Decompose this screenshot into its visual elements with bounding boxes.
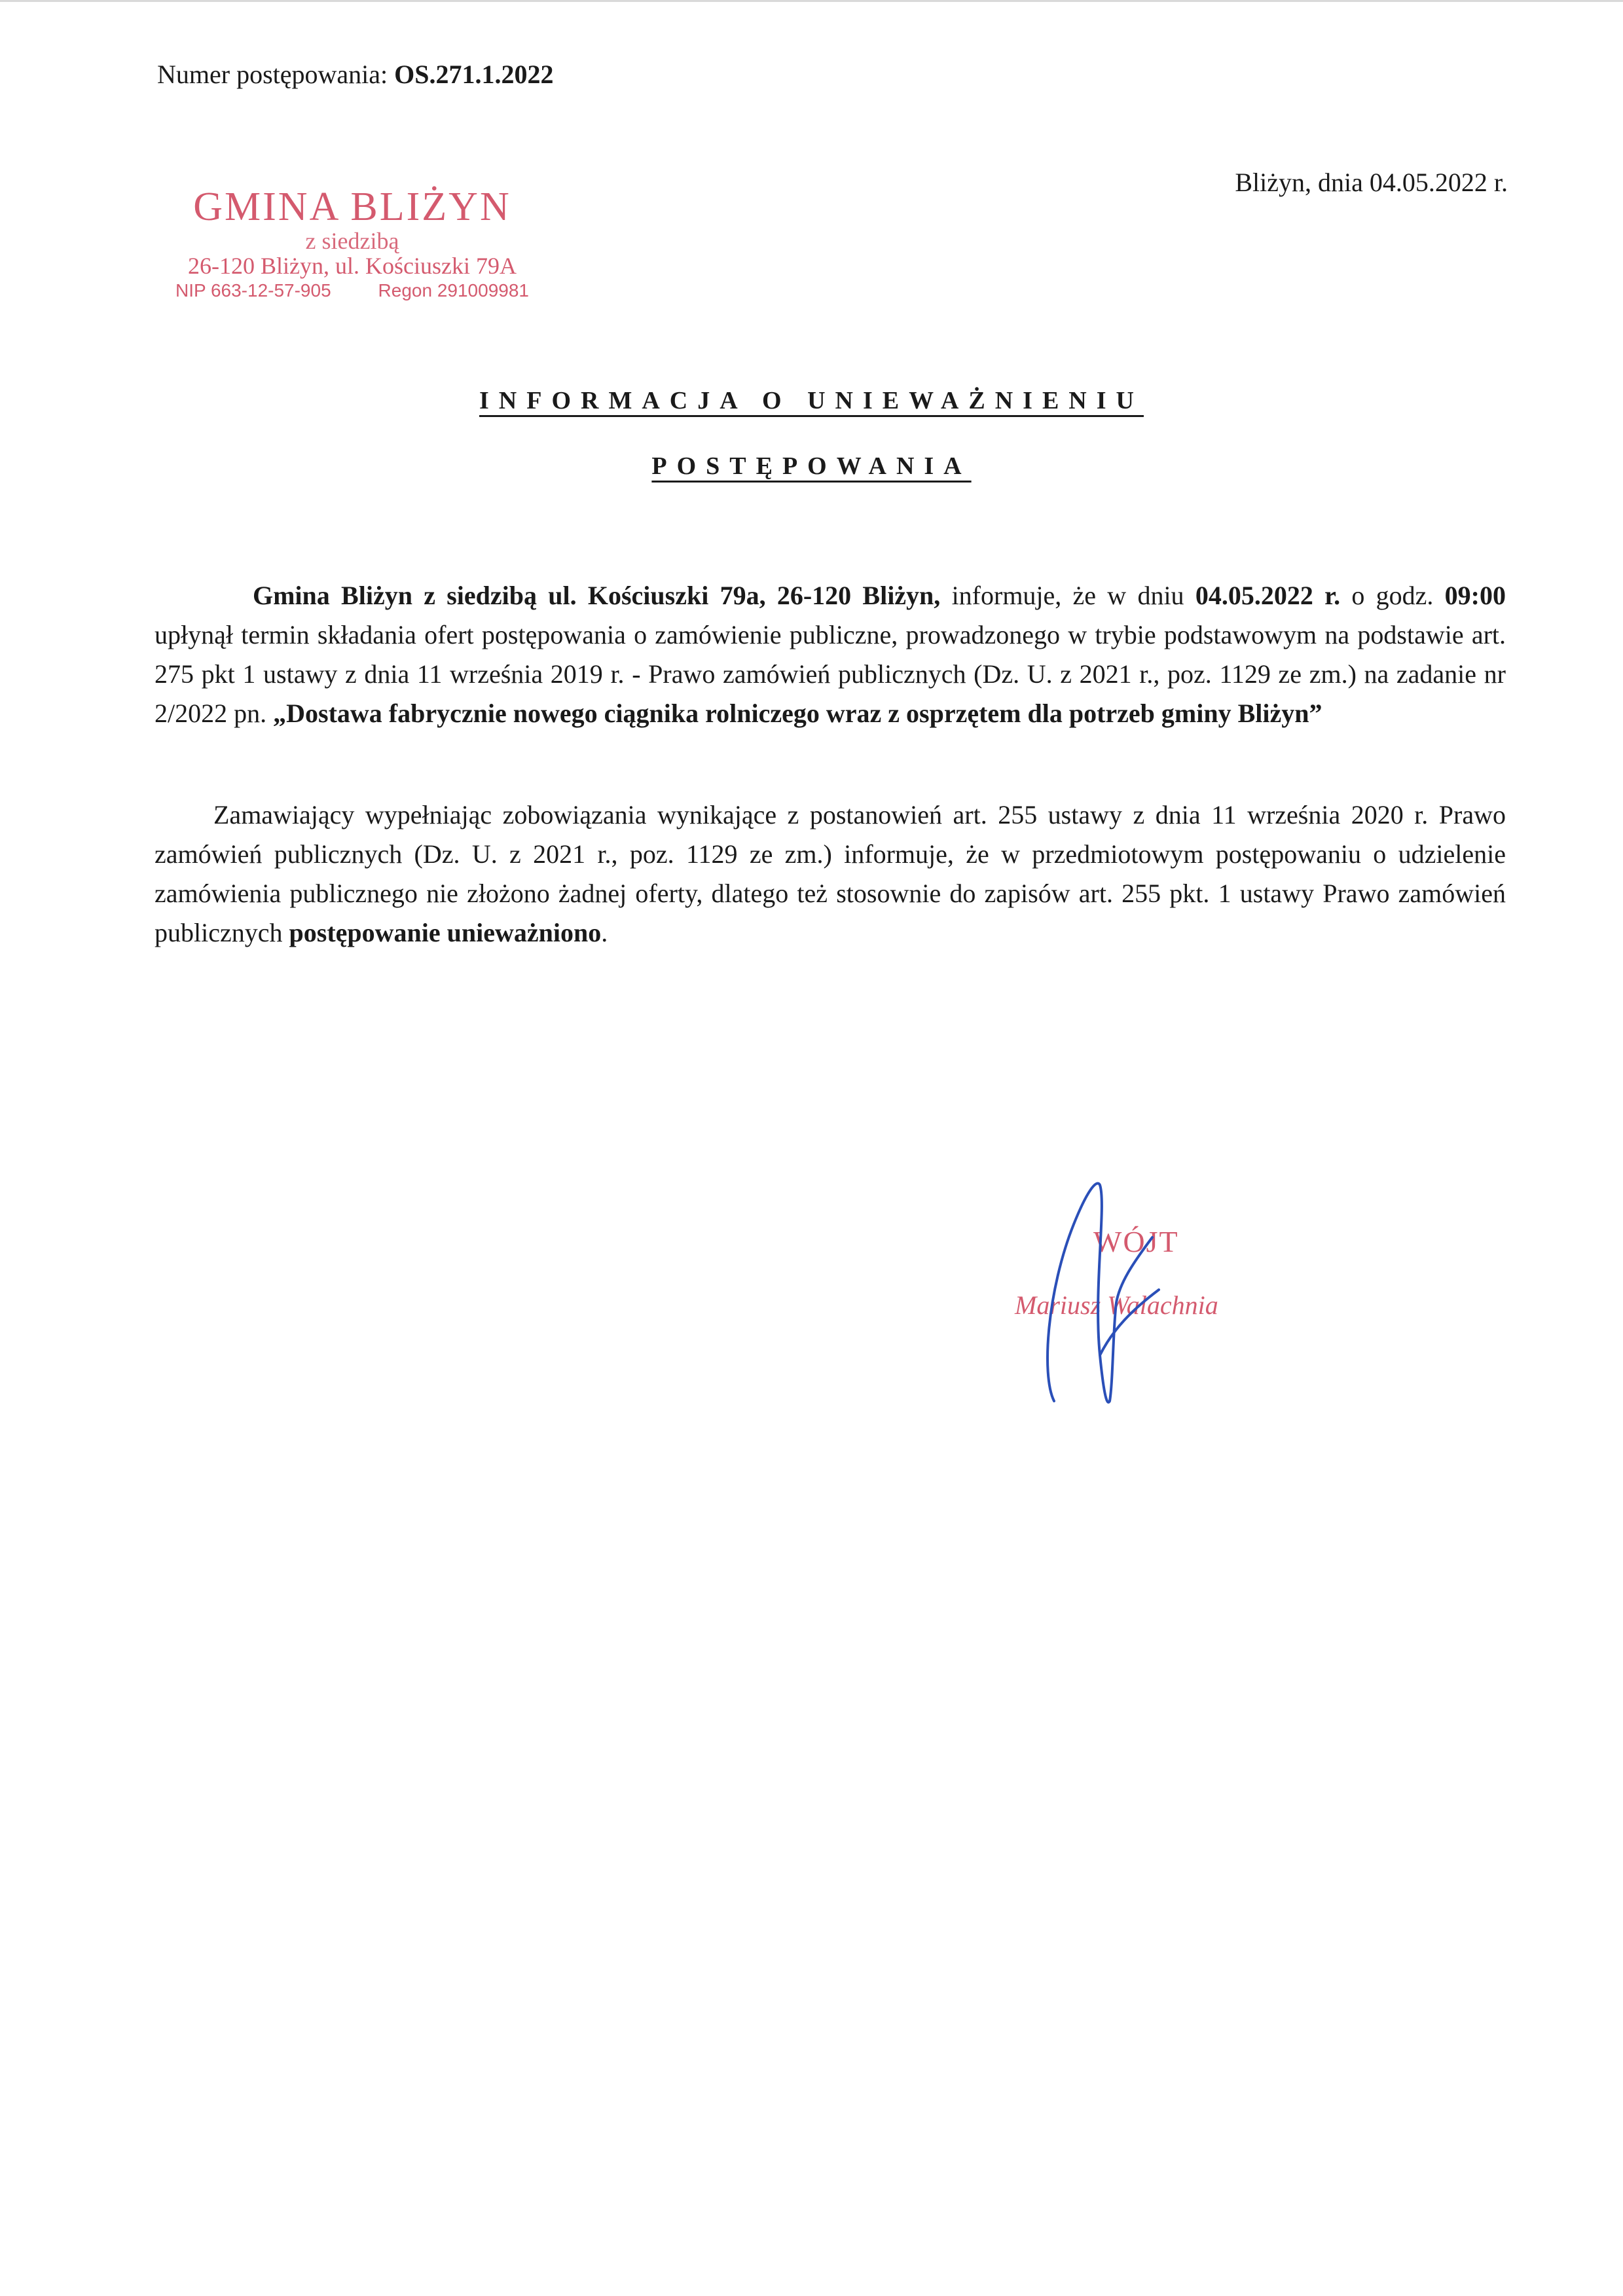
signature-stamp-name: Mariusz Walachnia [1015, 1290, 1218, 1320]
signature-block [1002, 1159, 1368, 1421]
case-number-line [157, 59, 554, 90]
paragraph-1: Gmina Bliżyn z siedzibą ul. Kościuszki 79a, 26-120 Bliżyn, informuje, że w dniu 04.05.2022 r. o godz. 09:00 upłynął termin składania ofert postępowania o zamówienie publiczne, prowadzonego w trybie podstawowym na podstawie art. 275 pkt 1 ustawy z dnia 11 września 2019 r. - Prawo zamówień publicznych (Dz. U. z 2021 r., poz. 1129 ze zm.) na zadanie nr 2/2022 pn. „Dostawa fabrycznie nowego ciągnika rolniczego wraz z osprzętem dla potrzeb gminy Bliżyn” [155, 581, 1506, 728]
stamp-ids [169, 279, 536, 302]
stamp-seat: z siedzibą [305, 228, 399, 255]
date-place: Bliżyn, dnia 04.05.2022 r. [1235, 168, 1508, 197]
office-stamp [169, 185, 536, 302]
stamp-address: 26-120 Bliżyn, ul. Kościuszki 79A [188, 252, 517, 279]
handwritten-signature [1002, 1159, 1368, 1421]
document-title-line1: INFORMACJA O UNIEWAŻNIENIU [479, 387, 1144, 414]
stamp-title: GMINA BLIŻYN [193, 185, 511, 229]
signature-stamp-title: WÓJT [1093, 1225, 1179, 1258]
case-number-label: Numer postępowania: [157, 60, 388, 89]
paragraph-2: Zamawiający wypełniając zobowiązania wynikające z postanowień art. 255 ustawy z dnia 11 września 2020 r. Prawo zamówień publicznych (Dz. U. z 2021 r., poz. 1129 ze zm.) informuje, że w przedmiotowym postępowaniu o udzielenie zamówienia publicznego nie złożono żadnej oferty, dlatego też stosownie do zapisów art. 255 pkt. 1 ustawy Prawo zamówień publicznych postępowanie unieważniono. [155, 800, 1506, 947]
document-title-line2: POSTĘPOWANIA [651, 452, 972, 480]
stamp-regon: Regon 291009981 [378, 280, 529, 301]
case-number: OS.271.1.2022 [394, 60, 554, 89]
stamp-nip: NIP 663-12-57-905 [175, 280, 331, 301]
scan-top-edge [0, 0, 1623, 2]
